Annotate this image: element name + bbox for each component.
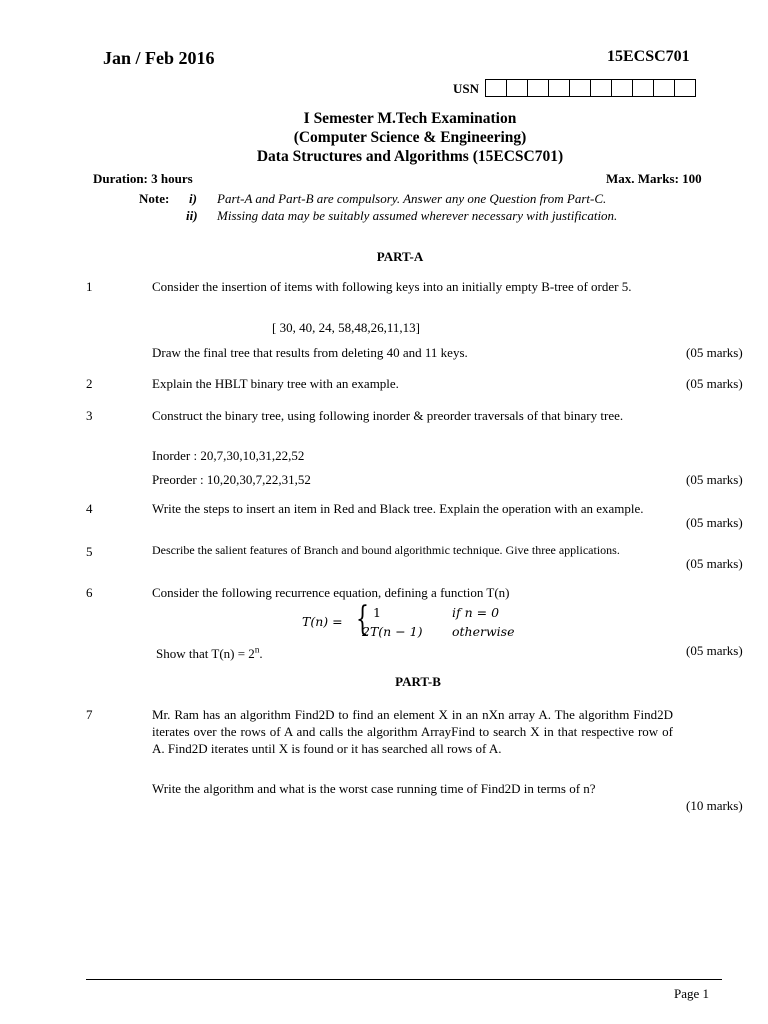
footer-divider [86,979,722,980]
usn-digit-box [507,80,528,96]
question-followup: Write the algorithm and what is the worst case running time of Find2D in terms of n? [152,781,596,796]
question-marks: (05 marks) [686,376,743,391]
question-marks: (05 marks) [686,643,743,658]
show-that-suffix: . [259,646,263,661]
left-brace-icon: { [356,599,369,639]
duration: Duration: 3 hours [93,171,193,186]
question-number: 5 [86,544,93,559]
question-number: 4 [86,501,93,516]
question-text: Explain the HBLT binary tree with an example. [152,376,399,391]
usn-digit-box [570,80,591,96]
part-a-heading: PART-A [376,249,424,264]
question-text: Write the steps to insert an item in Red and Black tree. Explain the operation with an example. [152,501,644,516]
question-text: Construct the binary tree, using following inorder & preorder traversals of that binary tree. [152,408,624,423]
show-that-statement [156,645,263,662]
question-text: Consider the following recurrence equation, defining a function T(n) [152,585,510,600]
usn-label: USN [453,80,480,96]
usn-boxes [485,79,696,97]
exponent: n [254,644,260,655]
usn-digit-box [612,80,633,96]
usn-digit-box [528,80,549,96]
question-marks: (05 marks) [686,345,743,360]
question-text: Mr. Ram has an algorithm Find2D to find an element X in an nXn array A. The algorithm Find2D iterates over the rows of A and calls the algorithm ArrayFind to search X in that respective row of A. Find2D iterates until X is found or it has searched all rows of A. [152,707,673,756]
usn-digit-box [675,80,696,96]
department-title: (Computer Science & Engineering) [293,129,527,146]
part-b-heading: PART-B [395,674,441,689]
question-number: 3 [86,408,93,423]
question-followup: Draw the final tree that results from deleting 40 and 11 keys. [152,345,468,360]
case-expression: 1 [373,605,381,620]
note-item-text: Part-A and Part-B are compulsory. Answer any one Question from Part-C. [217,191,607,206]
question-marks: (05 marks) [686,515,743,530]
note-item-text: Missing data may be suitably assumed wherever necessary with justification. [217,208,618,223]
usn-digit-box [654,80,675,96]
preorder-traversal: Preorder : 10,20,30,7,22,31,52 [152,472,311,487]
case-expression: 2T(n − 1) [362,624,423,639]
question-text: Describe the salient features of Branch and bound algorithmic technique. Give three applications. [152,543,620,557]
note-label: Note: [139,191,170,206]
question-number: 6 [86,585,93,600]
note-item-number: ii) [186,208,198,223]
usn-field [453,79,696,97]
question-marks: (05 marks) [686,556,743,571]
max-marks: Max. Marks: 100 [606,171,702,186]
subject-title: Data Structures and Algorithms (15ECSC701) [256,148,564,165]
question-marks: (10 marks) [686,798,743,813]
exam-date: Jan / Feb 2016 [103,48,215,68]
usn-digit-box [591,80,612,96]
question-text: Consider the insertion of items with following keys into an initially empty B-tree of order 5. [152,279,632,294]
question-number: 1 [86,279,93,294]
usn-digit-box [633,80,654,96]
note-item-number: i) [189,191,197,206]
inorder-traversal: Inorder : 20,7,30,10,31,22,52 [152,448,305,463]
page-number: Page 1 [674,986,710,1001]
equation-lhs: T(n) = [302,614,343,629]
usn-digit-box [486,80,507,96]
course-code: 15ECSC701 [607,48,690,65]
question-number: 7 [86,707,93,722]
question-marks: (05 marks) [686,472,743,487]
exam-title: I Semester M.Tech Examination [303,110,517,127]
show-that-text: Show that T(n) = 2 [156,646,255,661]
case-condition: if n = 0 [452,605,500,620]
usn-digit-box [549,80,570,96]
question-number: 2 [86,376,93,391]
case-condition: otherwise [452,624,515,639]
btree-keys: [ 30, 40, 24, 58,48,26,11,13] [272,320,420,335]
